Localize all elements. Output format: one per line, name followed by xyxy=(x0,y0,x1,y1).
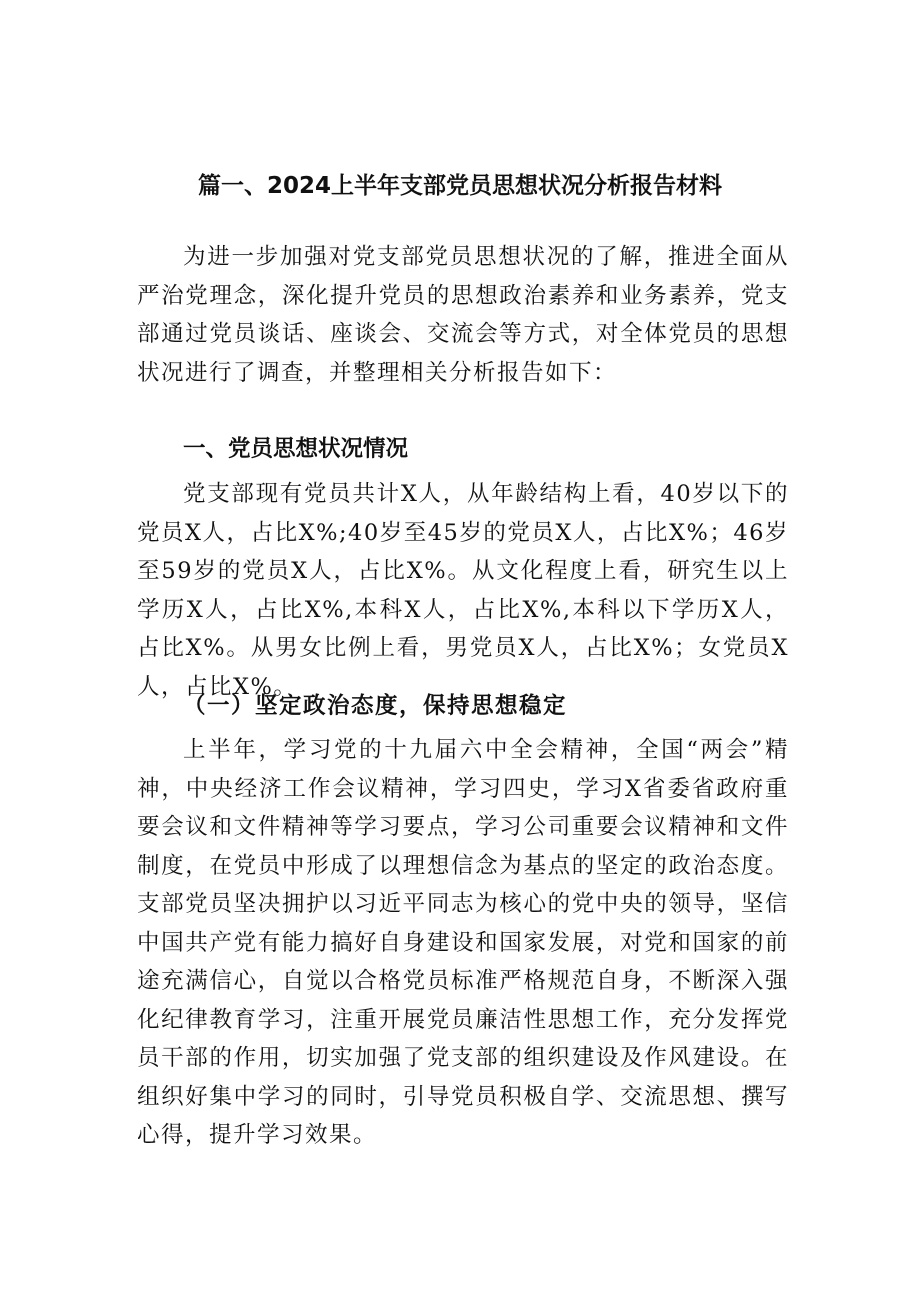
section-heading: 一、党员思想状况情况 xyxy=(183,436,409,462)
subsection-heading: （一）坚定政治态度，保持思想稳定 xyxy=(183,693,568,719)
section-paragraph: 党支部现有党员共计X人，从年龄结构上看，40岁以下的党员X人，占比X%;40岁至45岁的党员X人，占比X%；46岁至59岁的党员X人，占比X%。从文化程度上看，研究生以上学历X人，占比X%,本科X人，占比X%,本科以下学历X人，占比X%。从男女比例上看，男党员X人，占比X%；女党员X人，占比X%。 xyxy=(137,481,789,700)
intro-paragraph: 为进一步加强对党支部党员思想状况的了解，推进全面从严治党理念，深化提升党员的思想政治素养和业务素养，党支部通过党员谈话、座谈会、交流会等方式，对全体党员的思想状况进行了调查，并整理相关分析报告如下： xyxy=(137,244,789,386)
document-title: 篇一、2024上半年支部党员思想状况分析报告材料 xyxy=(197,173,722,200)
subsection-paragraph: 上半年，学习党的十九届六中全会精神，全国“两会”精神，中央经济工作会议精神，学习四史，学习X省委省政府重要会议和文件精神等学习要点，学习公司重要会议精神和文件制度，在党员中形成了以理想信念为基点的坚定的政治态度。支部党员坚决拥护以习近平同志为核心的党中央的领导，坚信中国共产党有能力搞好自身建设和国家发展，对党和国家的前途充满信心，自觉以合格党员标准严格规范自身，不断深入强化纪律教育学习，注重开展党员廉洁性思想工作，充分发挥党员干部的作用，切实加强了党支部的组织建设及作风建设。在组织好集中学习的同时，引导党员积极自学、交流思想、撰写心得，提升学习效果。 xyxy=(137,737,789,1148)
